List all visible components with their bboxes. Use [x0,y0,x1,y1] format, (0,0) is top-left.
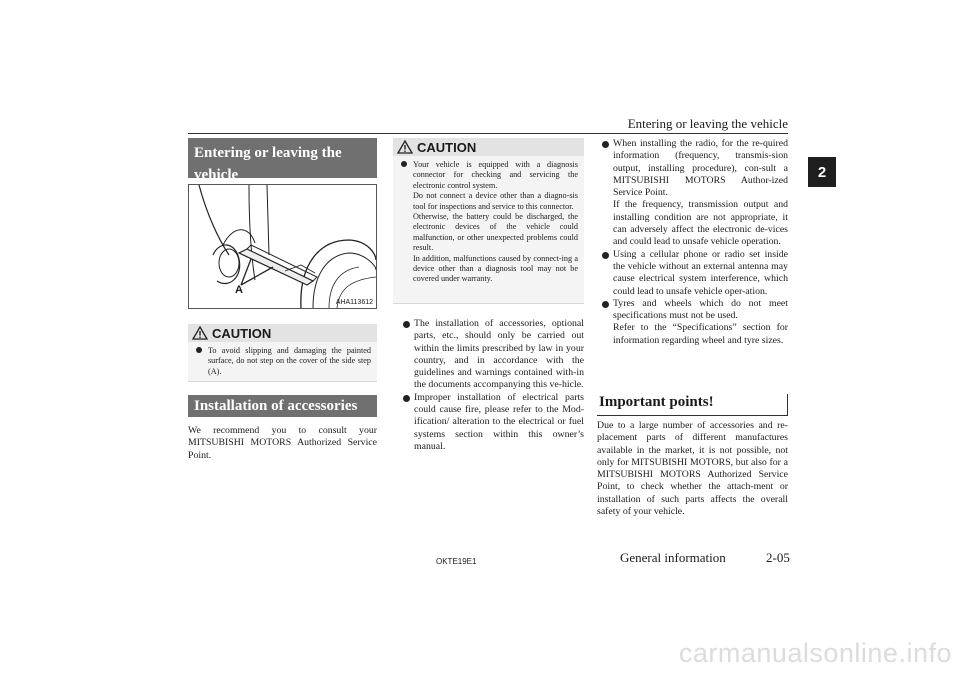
caution-box-side-step [188,324,377,382]
caution-header [188,324,377,342]
running-title: Entering or leaving the vehicle [627,116,788,131]
document-code: OKTE19E1 [436,557,477,566]
footer-section-name: General information [620,550,726,565]
accessories-bullets [400,318,584,453]
paragraph-text: Due to a large number of accessories and re-placement parts of different manufactures available in the market, it is not possible, not only for MITSUBISHI MOTORS, but also for a MITSUBISHI MOTORS Authorized Service Point, to check whether the attach-ment or installation of such parts affects the overall safety of your vehicle. [597,420,788,518]
side-step-illustration [189,185,376,308]
list-item [599,298,788,347]
header-rule [188,133,788,134]
caution-text: Otherwise, the battery could be discharged, the electronic devices of the vehicle could malfunction, or other unexpected problems could result. [413,212,578,253]
accessories-paragraph [188,425,377,462]
caution-text: Your vehicle is equipped with a diagnosis connector for checking and servicing the electronic control system. [413,160,578,190]
bullet-text: The installation of accessories, optional parts, etc., should only be carried out within the limits prescribed by law in your country, and in accordance with the guidelines and warnings contained with-in the documents accompanying this ve-hicle. [414,318,584,391]
caution-text: In addition, malfunctions caused by connect-ing a device other than a diagnosis tool may not be covered under warranty. [413,253,578,284]
paragraph-text: We recommend you to consult your MITSUBISHI MOTORS Authorized Service Point. [188,425,377,461]
side-step-figure [188,184,377,309]
bullet-text: When installing the radio, for the re-quired information (frequency, transmis-sion output, installing procedure), con-sult a MITSUBISHI MOTORS Author-ized Service Point. [613,138,788,199]
caution-item [188,342,377,381]
caution-title: CAUTION [212,325,272,341]
list-item [599,138,788,249]
caution-item [393,156,584,289]
section-heading-entering: Entering or leaving the vehicle [188,138,377,178]
figure-code: AHA113612 [335,299,373,306]
caution-title: CAUTION [417,139,477,155]
bullet-text: Improper installation of electrical parts could cause fire, please refer to the Mod-ification/ alteration to the electrical or fuel systems section within this owner’s manual. [414,391,584,452]
bullet-text: Tyres and wheels which do not meet specifications must not be used. [613,297,788,322]
figure-label-a: A [235,284,243,296]
bullet-icon [196,347,202,353]
radio-bullets [599,138,788,347]
bullet-icon [401,161,407,167]
chapter-tab: 2 [808,157,836,187]
watermark: carmanualsonline.info [678,638,952,668]
caution-text: To avoid slipping and damaging the painted surface, do not step on the cover of the side step (A). [208,346,371,376]
bullet-text: If the frequency, transmission output and installing condition are not appropriate, it can adversely affect the electronic de-vices and could lead to unsafe vehicle operation. [613,199,788,248]
list-item [400,392,584,453]
bullet-text: Using a cellular phone or radio set inside the vehicle without an external antenna may cause electrical system interference, which could lead to unsafe vehicle oper-ation. [613,248,788,297]
important-paragraph [597,420,788,518]
bullet-text: Refer to the “Specifications” section for information regarding wheel and tyre sizes. [613,322,788,346]
caution-header [393,138,584,156]
caution-box-diagnosis [393,138,584,304]
warning-triangle-icon [397,140,413,154]
section-heading-accessories: Installation of accessories [188,395,377,417]
important-points-heading: Important points! [597,394,788,416]
warning-triangle-icon [192,326,208,340]
list-item [599,249,788,298]
page-number: 2-05 [766,550,790,565]
list-item [400,318,584,392]
caution-text: Do not connect a device other than a diagno-sis tool for inspections and service to this connector. [413,191,578,211]
